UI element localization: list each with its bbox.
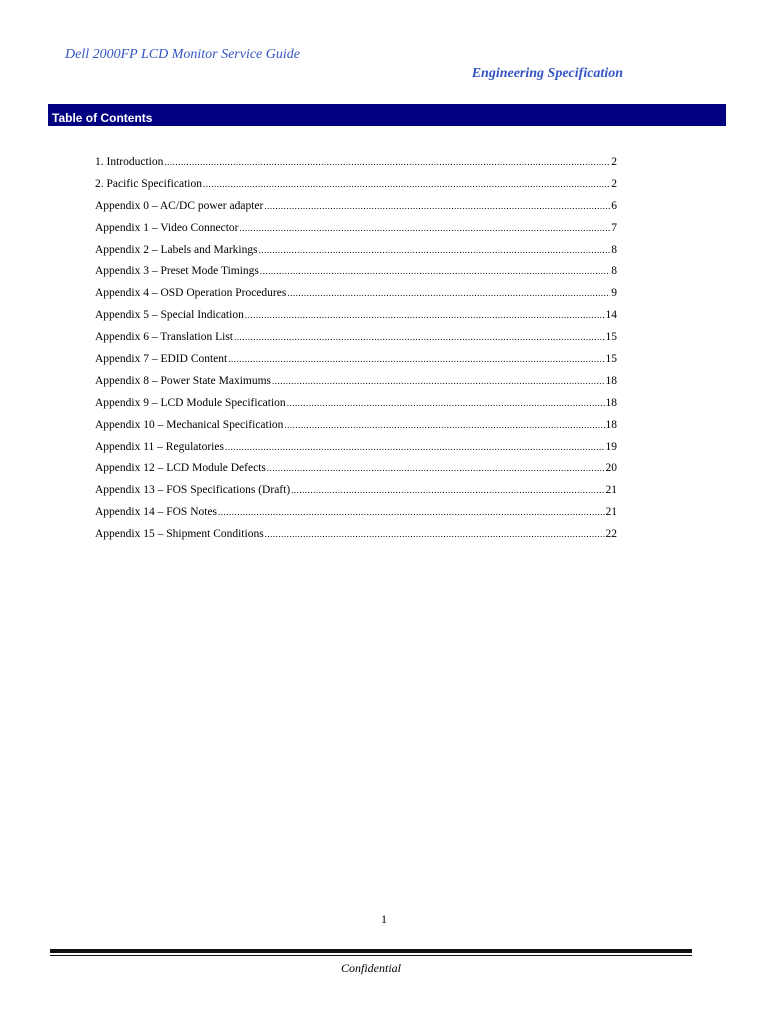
toc-entry-page: 7 — [611, 221, 617, 234]
toc-leader-dots — [245, 305, 605, 325]
toc-entry-label: Appendix 1 – Video Connector — [95, 221, 239, 234]
toc-entry-label: Appendix 5 – Special Indication — [95, 309, 244, 322]
toc-entry-label: Appendix 3 – Preset Mode Timings — [95, 265, 259, 278]
toc-entry[interactable] — [95, 152, 617, 174]
toc-entry-label: Appendix 15 – Shipment Conditions — [95, 528, 264, 541]
toc-entry-label: Appendix 2 – Labels and Markings — [95, 243, 258, 256]
toc-heading: Table of Contents — [48, 104, 726, 126]
toc-entry-label: Appendix 11 – Regulatories — [95, 440, 224, 453]
toc-entry-label: Appendix 6 – Translation List — [95, 331, 234, 344]
toc-entry-page: 9 — [611, 287, 617, 300]
toc-entry-label: Appendix 4 – OSD Operation Procedures — [95, 287, 287, 300]
toc-entry[interactable] — [95, 218, 617, 240]
toc-entry[interactable] — [95, 327, 617, 349]
toc-list — [95, 152, 617, 546]
toc-entry-page: 6 — [611, 199, 617, 212]
toc-entry-label: Appendix 14 – FOS Notes — [95, 506, 218, 519]
toc-entry-page: 2 — [611, 156, 617, 168]
toc-entry-page: 21 — [605, 484, 617, 497]
toc-entry[interactable] — [95, 305, 617, 327]
toc-entry-label: 2. Pacific Specification — [95, 177, 202, 190]
confidential-label: Confidential — [341, 961, 401, 975]
toc-entry[interactable] — [95, 261, 617, 283]
toc-leader-dots — [164, 152, 610, 172]
document-subtitle: Engineering Specification — [471, 66, 623, 81]
toc-entry[interactable] — [95, 174, 617, 196]
toc-leader-dots — [259, 240, 611, 260]
toc-entry-page: 21 — [605, 506, 617, 519]
toc-entry-page: 15 — [605, 353, 617, 366]
toc-entry-page: 19 — [605, 440, 617, 453]
toc-leader-dots — [265, 524, 605, 544]
toc-entry-page: 20 — [605, 462, 617, 475]
toc-leader-dots — [287, 393, 605, 413]
footer-divider — [50, 949, 692, 953]
page-number: 1 — [381, 912, 387, 926]
toc-entry[interactable] — [95, 393, 617, 415]
toc-leader-dots — [287, 283, 610, 303]
toc-entry-page: 2 — [611, 177, 617, 190]
toc-leader-dots — [203, 174, 610, 194]
toc-leader-dots — [260, 261, 610, 281]
toc-entry[interactable] — [95, 524, 617, 546]
toc-entry[interactable] — [95, 283, 617, 305]
toc-entry[interactable] — [95, 480, 617, 502]
toc-entry[interactable] — [95, 502, 617, 524]
toc-entry[interactable] — [95, 458, 617, 480]
toc-entry[interactable] — [95, 371, 617, 393]
toc-entry-label: Appendix 0 – AC/DC power adapter — [95, 199, 264, 212]
toc-entry-page: 14 — [605, 309, 617, 322]
toc-entry-label: Appendix 8 – Power State Maximums — [95, 374, 271, 387]
toc-leader-dots — [291, 480, 604, 500]
toc-entry-page: 18 — [605, 374, 617, 387]
toc-entry-page: 8 — [611, 243, 617, 256]
toc-entry-label: Appendix 12 – LCD Module Defects — [95, 462, 266, 475]
toc-entry-page: 18 — [605, 418, 617, 431]
toc-leader-dots — [272, 371, 605, 391]
toc-entry-page: 22 — [605, 528, 617, 541]
toc-leader-dots — [218, 502, 604, 522]
toc-entry-label: Appendix 7 – EDID Content — [95, 353, 228, 366]
toc-entry[interactable] — [95, 240, 617, 262]
toc-entry-page: 15 — [605, 331, 617, 344]
toc-entry-label: Appendix 13 – FOS Specifications (Draft) — [95, 484, 291, 497]
toc-entry[interactable] — [95, 437, 617, 459]
toc-leader-dots — [225, 437, 605, 457]
toc-entry[interactable] — [95, 349, 617, 371]
toc-entry-page: 8 — [611, 265, 617, 278]
toc-entry-label: Appendix 9 – LCD Module Specification — [95, 396, 286, 409]
document-title: Dell 2000FP LCD Monitor Service Guide — [65, 47, 300, 62]
toc-entry-page: 18 — [605, 396, 617, 409]
toc-entry[interactable] — [95, 196, 617, 218]
toc-leader-dots — [267, 458, 605, 478]
toc-entry[interactable] — [95, 415, 617, 437]
toc-entry-label: Appendix 10 – Mechanical Specification — [95, 418, 284, 431]
footer-divider-thin — [50, 955, 692, 956]
toc-leader-dots — [284, 415, 604, 435]
toc-leader-dots — [234, 327, 604, 347]
toc-leader-dots — [239, 218, 610, 238]
toc-leader-dots — [228, 349, 604, 369]
toc-leader-dots — [264, 196, 610, 216]
toc-entry-label: 1. Introduction — [95, 156, 164, 168]
